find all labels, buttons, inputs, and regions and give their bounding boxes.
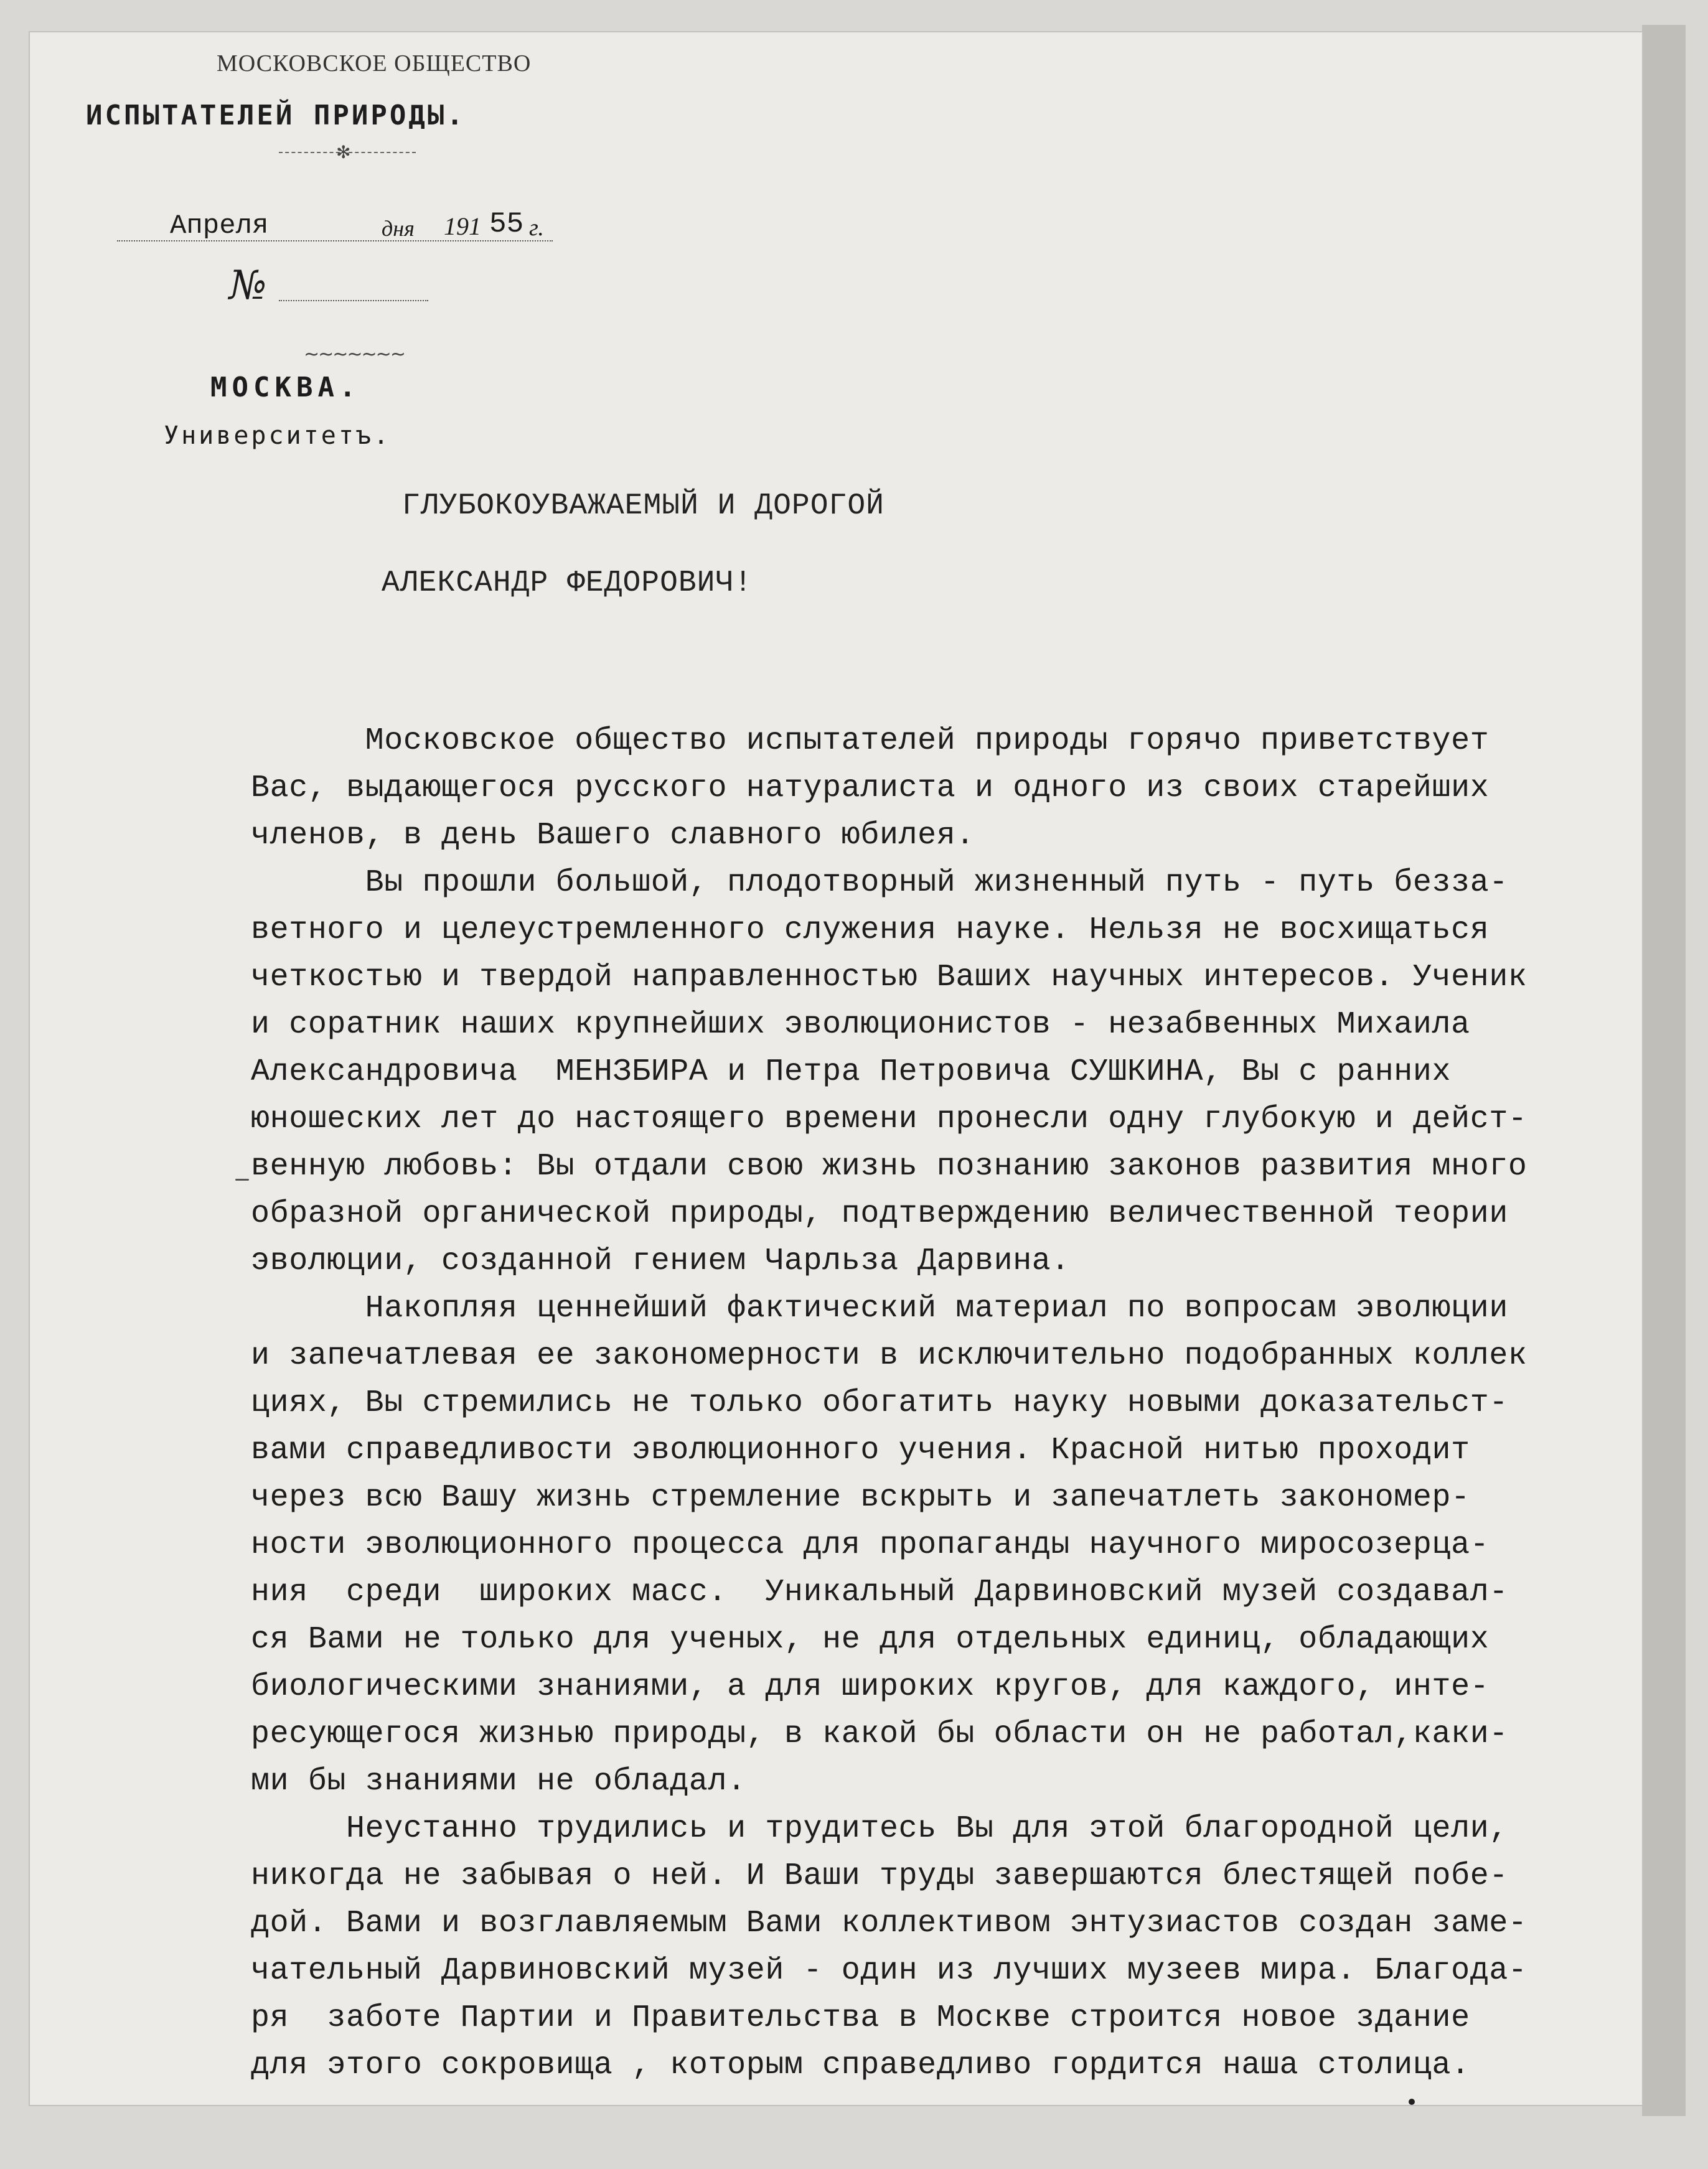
date-day-label: дня	[382, 216, 415, 241]
salutation-line-1: ГЛУБОКОУВАЖАЕМЫЙ И ДОРОГОЙ	[402, 489, 884, 523]
body-line: циях, Вы стремились не только обогатить науку новыми доказательст-	[251, 1385, 1508, 1421]
number-dotted-line	[279, 300, 428, 301]
body-line: ветного и целеустремленного служения науке. Нельзя не восхищаться	[251, 912, 1490, 948]
body-line: ря заботе Партии и Правительства в Москве строится новое здание	[251, 2000, 1470, 2036]
body-line: ния среди широких масс. Уникальный Дарвиновский музей создавал-	[251, 1575, 1508, 1610]
letterhead	[30, 32, 590, 468]
body-line: ми бы знаниями не обладал.	[251, 1764, 746, 1799]
body-line: Неустанно трудились и трудитесь Вы для этой благородной цели,	[251, 1811, 1508, 1847]
body-line: и соратник наших крупнейших эволюционистов - незабвенных Михаила	[251, 1007, 1470, 1042]
body-line: через всю Вашу жизнь стремление вскрыть и запечатлеть закономер-	[251, 1480, 1470, 1515]
letterhead-org-name: ИСПЫТАТЕЛЕЙ ПРИРОДЫ.	[86, 100, 466, 131]
date-month: Апреля	[170, 210, 269, 241]
body-line: юношеских лет до настоящего времени пронесли одну глубокую и дейст-	[251, 1102, 1527, 1137]
body-line: дой. Вами и возглавляемым Вами коллективом энтузиастов создан заме-	[251, 1906, 1527, 1941]
body-line: биологическими знаниями, а для широких кругов, для каждого, инте-	[251, 1669, 1490, 1705]
letterhead-city: МОСКВА.	[210, 372, 361, 403]
body-line: никогда не забывая о ней. И Ваши труды завершаются блестящей побе-	[251, 1858, 1508, 1894]
letterhead-number-row	[229, 263, 441, 312]
mount-board-edge	[1642, 25, 1686, 2116]
numero-sign: №	[229, 263, 267, 309]
letterhead-university: Университетъ.	[164, 421, 392, 450]
body-line: и запечатлевая ее закономерности в исключительно подобранных коллек	[251, 1338, 1527, 1374]
body-line: Московское общество испытателей природы горячо приветствует	[251, 723, 1490, 759]
body-line: четкостью и твердой направленностью Ваших научных интересов. Ученик	[251, 960, 1527, 995]
wave-ornament-icon: ~~~~~~~	[304, 344, 405, 365]
body-line: ности эволюционного процесса для пропаганды научного миросозерца-	[251, 1527, 1490, 1563]
body-line: образной органической природы, подтверждению величественной теории	[251, 1196, 1508, 1232]
body-line: ся Вами не только для ученых, не для отдельных единиц, обладающих	[251, 1622, 1490, 1657]
body-line: вами справедливости эволюционного учения. Красной нитью проходит	[251, 1433, 1470, 1468]
body-line: ресующегося жизнью природы, в какой бы области он не работал,каки-	[251, 1717, 1508, 1752]
letter-page	[30, 32, 1642, 2105]
dust-speck	[235, 1179, 249, 1181]
date-year-abbrev: г.	[529, 215, 544, 241]
salutation-line-2: АЛЕКСАНДР ФЕДОРОВИЧ!	[382, 566, 753, 600]
dust-speck	[1409, 2099, 1415, 2105]
letterhead-org-top: МОСКОВСКОЕ ОБЩЕСТВО	[217, 50, 532, 77]
body-line: эволюции, созданной гением Чарльза Дарвина.	[251, 1244, 1071, 1279]
body-line: венную любовь: Вы отдали свою жизнь познанию законов развития много	[251, 1149, 1527, 1184]
body-line: чательный Дарвиновский музей - один из лучших музеев мира. Благода-	[251, 1953, 1527, 1989]
body-line: для этого сокровища , которым справедливо гордится наша столица.	[251, 2048, 1470, 2083]
body-line: Накопляя ценнейший фактический материал по вопросам эволюции	[251, 1291, 1508, 1326]
body-line: Вас, выдающегося русского натуралиста и одного из своих старейших	[251, 771, 1490, 806]
body-line: Вы прошли большой, плодотворный жизненный путь - путь безза-	[251, 865, 1508, 901]
letterhead-date-row	[86, 205, 559, 249]
rosette-ornament-icon: ✻	[336, 142, 351, 162]
body-line: Александровича МЕНЗБИРА и Петра Петровича СУШКИНА, Вы с ранних	[251, 1054, 1452, 1090]
date-year-prefix: 191	[444, 212, 481, 240]
date-year-suffix: 55	[489, 208, 524, 240]
body-line: членов, в день Вашего славного юбилея.	[251, 818, 975, 853]
